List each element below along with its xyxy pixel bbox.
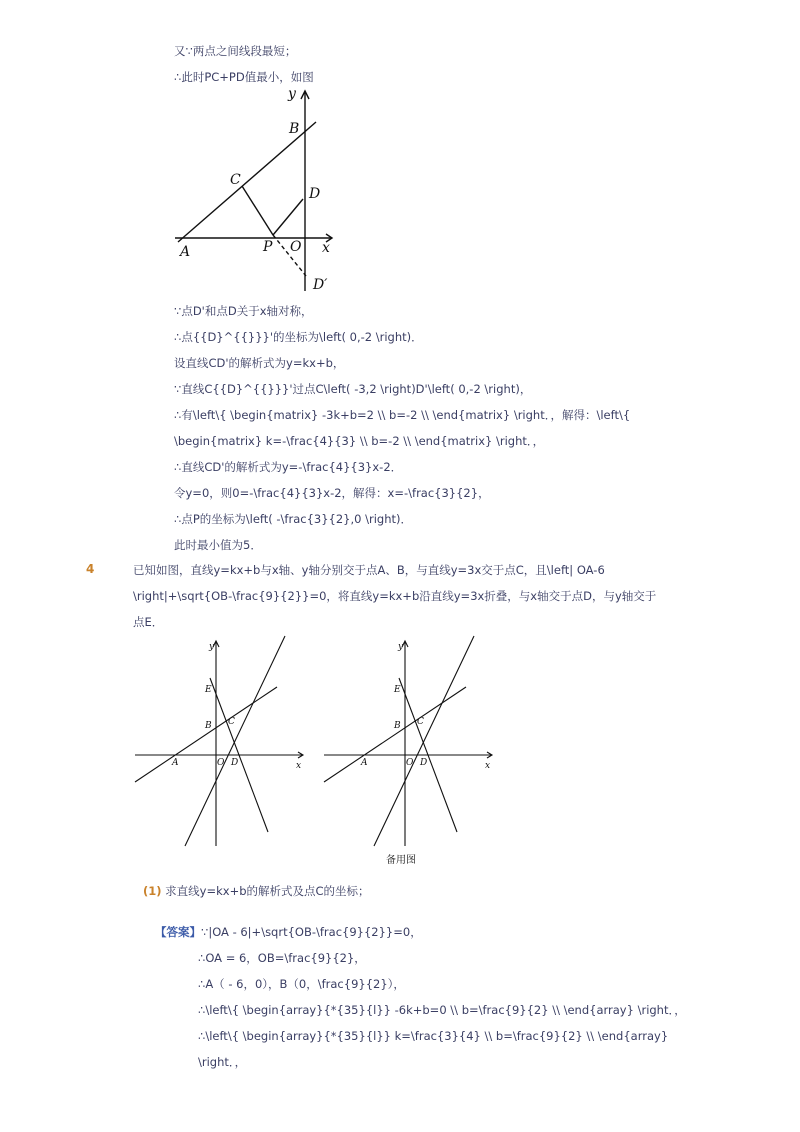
fig3-label-e: E: [394, 685, 401, 695]
answer-line-4: ∴\left\{ \begin{array}{*{35}{l}} k=\frac{3}{4} \\ b=\frac{9}{2} \\ \end{array}: [198, 1029, 669, 1043]
text-line-7: ∴有\left\{ \begin{matrix} -3k+b=2 \\ b=-2 \\ \end{matrix} \right．，解得：\left\{: [174, 408, 631, 422]
figure-3: [322, 634, 497, 852]
fig3-label-y: y: [398, 642, 404, 652]
fig2-label-y: y: [209, 642, 215, 652]
fig3-line-ab: [324, 687, 466, 782]
fig3-line-y3x: [374, 636, 474, 846]
fig1-label-x: x: [322, 240, 330, 256]
question-line-2: \right|+\sqrt{OB-\frac{9}{2}}=0，将直线y=kx+b沿直线y=3x折叠，与x轴交于点D，与y轴交于: [133, 589, 657, 603]
fig1-label-d-prime: D′: [313, 277, 328, 293]
text-line-3: ∵点D'和点D关于x轴对称，: [174, 304, 313, 318]
answer-label: 【答案】: [155, 925, 201, 939]
answer-line-3: ∴\left\{ \begin{array}{*{35}{l}} -6k+b=0 \\ b=\frac{9}{2} \\ \end{array} \right．，: [198, 1003, 686, 1017]
figure-1: [170, 86, 340, 298]
fig1-label-p: P: [263, 239, 273, 255]
subquestion-text: 求直线y=kx+b的解析式及点C的坐标；: [165, 884, 370, 898]
text-line-5: 设直线CD'的解析式为y=kx+b，: [174, 356, 345, 370]
text-line-12: 此时最小值为5．: [174, 538, 262, 552]
fig1-label-b: B: [289, 121, 300, 137]
question-line-1: 已知如图，直线y=kx+b与x轴、y轴分别交于点A、B，与直线y=3x交于点C，且\left| OA-6: [133, 563, 605, 577]
fig1-segment-cp: [242, 186, 273, 235]
answer-line-1: ∴OA = 6，OB=\frac{9}{2}，: [198, 951, 366, 965]
fig3-label-o: O: [406, 758, 414, 768]
text-line-2: ∴此时PC+PD值最小，如图: [174, 70, 314, 84]
text-line-11: ∴点P的坐标为\left( -\frac{3}{2},0 \right)．: [174, 512, 412, 526]
fig2-label-a: A: [172, 758, 179, 768]
fig1-label-y: y: [288, 86, 296, 102]
question-number: 4: [86, 562, 95, 576]
fig2-line-ab: [135, 687, 277, 782]
fig1-label-d: D: [309, 186, 321, 202]
fig2-label-b: B: [205, 721, 212, 731]
fig2-line-y3x: [185, 636, 285, 846]
fig1-segment-pd: [273, 199, 303, 235]
figure-3-caption: 备用图: [386, 855, 416, 866]
fig1-label-c: C: [230, 172, 241, 188]
answer-line-5: \right．，: [198, 1055, 247, 1069]
fig2-label-o: O: [217, 758, 225, 768]
fig3-label-x: x: [485, 761, 491, 771]
fig2-label-d: D: [231, 758, 239, 768]
subquestion-1: [143, 883, 370, 899]
figure-2: [133, 634, 308, 852]
fig3-label-b: B: [394, 721, 401, 731]
answer-first-line: [155, 924, 422, 940]
fig2-label-x: x: [296, 761, 302, 771]
fig3-label-d: D: [420, 758, 428, 768]
fig1-line-ab: [178, 122, 316, 242]
fig1-label-a: A: [180, 244, 191, 260]
text-line-4: ∴点{{D}^{{}}}'的坐标为\left( 0,-2 \right)．: [174, 330, 423, 344]
text-line-8: \begin{matrix} k=-\frac{4}{3} \\ b=-2 \\ \end{matrix} \right．，: [174, 434, 545, 448]
question-line-3: 点E．: [133, 615, 164, 629]
fig1-label-o: O: [290, 239, 302, 255]
fig3-label-a: A: [361, 758, 368, 768]
answer-line-2: ∴A（ - 6，0），B（0，\frac{9}{2}），: [198, 977, 405, 991]
text-line-1: 又∵两点之间线段最短；: [174, 44, 297, 58]
text-line-9: ∴直线CD'的解析式为y=-\frac{4}{3}x-2．: [174, 460, 403, 474]
fig2-label-c: C: [228, 717, 235, 727]
subquestion-number: (1): [143, 884, 162, 898]
fig2-label-e: E: [205, 685, 212, 695]
answer-line-0: ∵|OA - 6|+\sqrt{OB-\frac{9}{2}}=0，: [201, 925, 422, 939]
text-line-10: 令y=0，则0=-\frac{4}{3}x-2，解得：x=-\frac{3}{2}，: [174, 486, 490, 500]
fig3-label-c: C: [417, 717, 424, 727]
text-line-6: ∵直线C{{D}^{{}}}'过点C\left( -3,2 \right)D'\left( 0,-2 \right)，: [174, 382, 532, 396]
